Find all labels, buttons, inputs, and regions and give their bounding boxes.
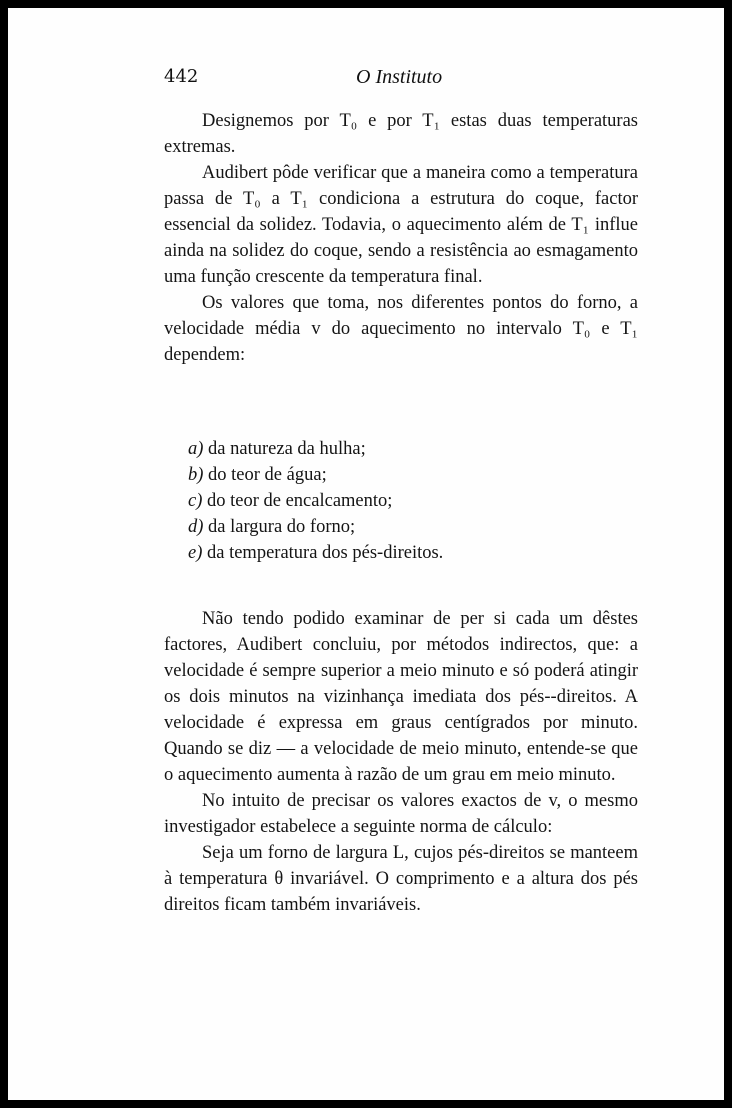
paragraph: No intuito de precisar os valores exactos de v, o mesmo investigador estabelece a seguinte norma de cálculo: (164, 791, 638, 837)
paragraph: Seja um forno de largura L, cujos pés-direitos se manteem à temperatura θ invariável. O comprimento e a altura dos pés direitos ficam também invariáveis. (164, 843, 638, 915)
paragraph: Os valores que toma, nos diferentes pontos do forno, a velocidade média v do aquecimento no intervalo T₀ e T₁ dependem: (164, 293, 638, 365)
book-page (8, 8, 724, 1100)
list-item: e) da temperatura dos pés-direitos. (188, 543, 444, 563)
paragraph: Audibert pôde verificar que a maneira como a temperatura passa de T₀ a T₁ condiciona a estrutura do coque, factor essencial da solidez. Todavia, o aquecimento além de T₁ influe ainda na solidez do coque, sendo a resistência ao esmagamento uma função crescente da temperatura final. (164, 163, 638, 287)
page-header (8, 66, 724, 96)
list-item: b) do teor de água; (188, 465, 327, 485)
list-item: c) do teor de encalcamento; (188, 491, 393, 511)
paragraph: Designemos por T₀ e por T₁ estas duas temperaturas extremas. (164, 111, 638, 157)
body-text-top (164, 108, 638, 368)
list-item: d) da largura do forno; (188, 517, 356, 537)
paragraph: Não tendo podido examinar de per si cada um dêstes factores, Audibert concluiu, por métodos indirectos, que: a velocidade é sempre superior a meio minuto e só poderá atingir os dois minutos na vizinhança imediata dos pés--direitos. A velocidade é expressa em graus centígrados por minuto. Quando se diz — a velocidade de meio minuto, entende-se que o aquecimento aumenta à razão de um grau em meio minuto. (164, 609, 638, 785)
body-text-bottom (164, 606, 638, 918)
page-number: 442 (164, 66, 199, 87)
running-title: O Instituto (356, 66, 443, 88)
factor-list (188, 436, 638, 566)
list-item: a) da natureza da hulha; (188, 439, 366, 459)
